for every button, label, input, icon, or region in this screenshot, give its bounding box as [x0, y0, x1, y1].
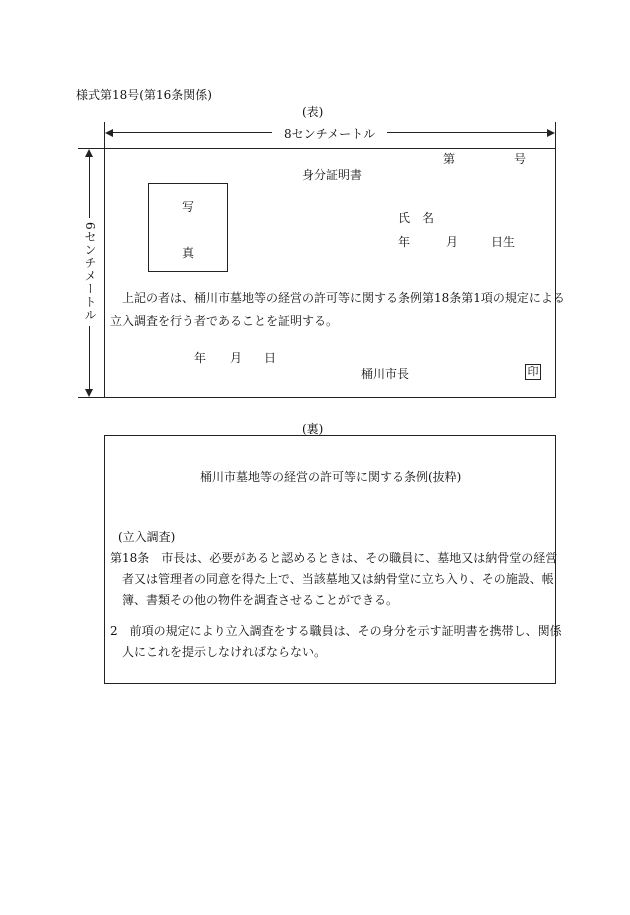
back-label: (裏) — [302, 422, 324, 436]
photo-label-top: 写 — [182, 200, 195, 214]
issuer-name: 桶川市長 — [361, 367, 410, 381]
front-label: (表) — [302, 105, 324, 119]
width-dimension-label: 8センチメートル — [272, 125, 387, 142]
width-arrow-left-icon — [105, 129, 113, 137]
height-arrow-up-icon — [85, 149, 93, 157]
certificate-body-line1: 上記の者は、桶川市墓地等の経営の許可等に関する条例第18条第1項の規定による — [122, 291, 565, 305]
certificate-number-go: 号 — [514, 152, 527, 166]
certificate-number-dai: 第 — [443, 152, 456, 166]
photo-label-bottom: 真 — [182, 246, 195, 260]
ordinance-title: 桶川市墓地等の経営の許可等に関する条例(抜粋) — [200, 470, 462, 484]
width-arrow-right-icon — [547, 129, 555, 137]
seal-mark: 印 — [525, 364, 541, 380]
height-dimension-tick-bottom — [78, 397, 104, 398]
article-18: 第18条 市長は、必要があると認めるときは、その職員に、墓地又は納骨堂の経営者又は管理者の同意を得た上で、当該墓地又は納骨堂に立ち入り、その施設、帳簿、書類その他の物件を調査させることができる。 — [110, 551, 558, 607]
height-dimension-label: 6センチメートル — [82, 218, 99, 326]
name-label: 氏 名 — [398, 211, 435, 225]
issue-date-year: 年 — [194, 351, 207, 365]
dob-year: 年 — [398, 235, 411, 249]
form-number: 様式第18号(第16条関係) — [76, 88, 212, 102]
dob-month: 月 — [446, 235, 459, 249]
issue-date-day: 日 — [264, 351, 277, 365]
dob-day: 日生 — [491, 235, 516, 249]
width-dimension-tick-right — [555, 122, 556, 148]
article-18-paragraph-2: 2 前項の規定により立入調査をする職員は、その身分を示す証明書を携帯し、関係人にこれを提示しなければならない。 — [110, 624, 562, 659]
issue-date-month: 月 — [230, 351, 243, 365]
certificate-body-line2: 立入調査を行う者であることを証明する。 — [110, 314, 339, 328]
certificate-title: 身分証明書 — [302, 168, 363, 182]
section-heading: (立入調査) — [118, 530, 176, 544]
height-arrow-down-icon — [85, 389, 93, 397]
